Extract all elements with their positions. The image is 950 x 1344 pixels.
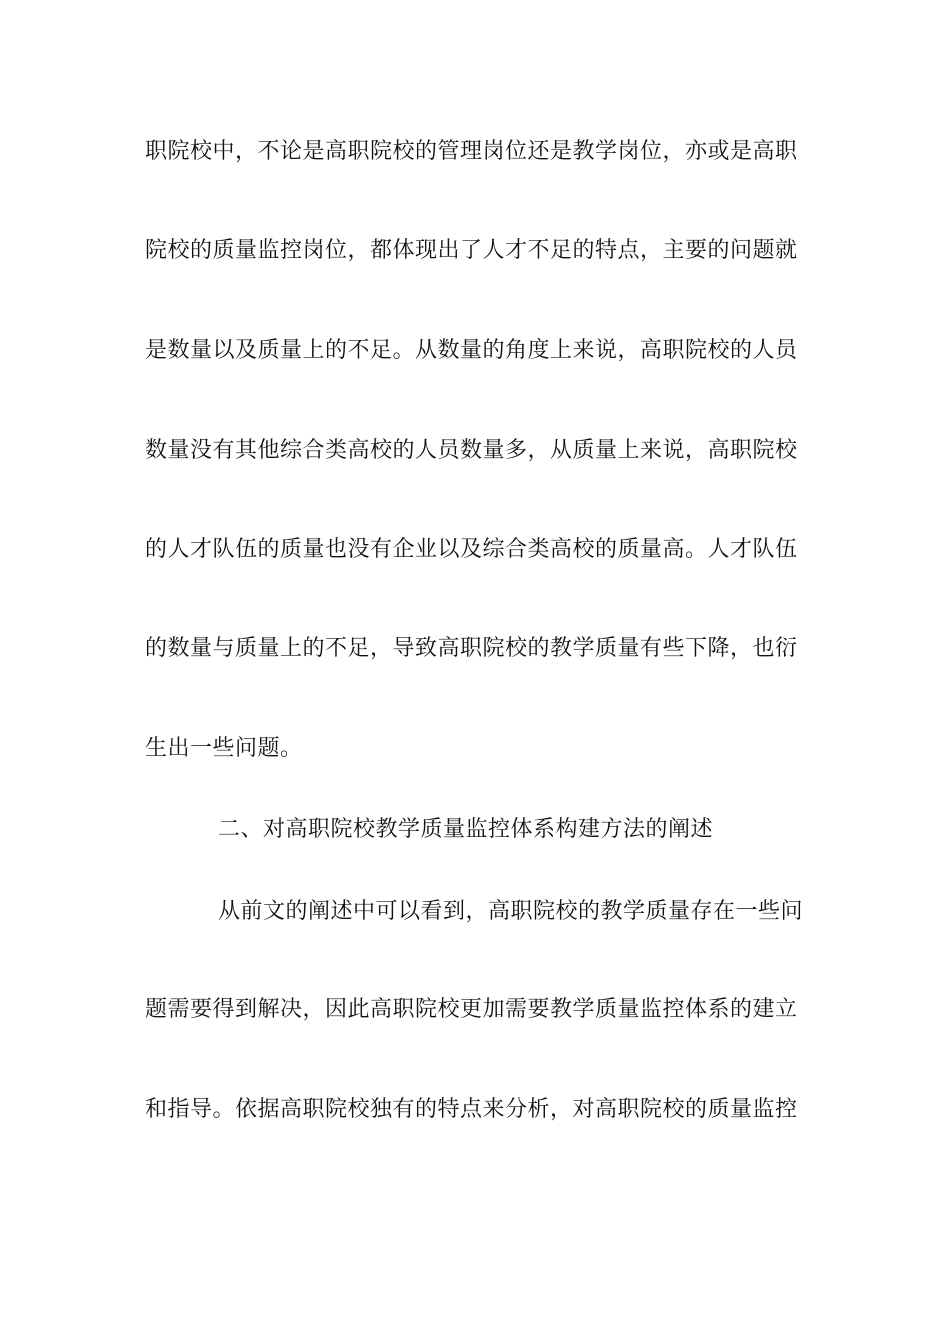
paragraph-line: 院校的质量监控岗位，都体现出了人才不足的特点，主要的问题就 [145, 238, 798, 263]
paragraph-line: 从前文的阐述中可以看到，高职院校的教学质量存在一些问 [218, 899, 804, 924]
section-heading: 二、对高职院校教学质量监控体系构建方法的阐述 [218, 817, 714, 842]
paragraph-line: 的数量与质量上的不足，导致高职院校的教学质量有些下降，也衍 [145, 636, 798, 661]
paragraph-line: 和指导。依据高职院校独有的特点来分析，对高职院校的质量监控 [145, 1097, 798, 1122]
paragraph-line: 数量没有其他综合类高校的人员数量多，从质量上来说，高职院校 [145, 438, 798, 463]
paragraph-line: 题需要得到解决，因此高职院校更加需要教学质量监控体系的建立 [145, 997, 798, 1022]
paragraph-line: 生出一些问题。 [145, 736, 303, 761]
paragraph-line: 职院校中，不论是高职院校的管理岗位还是教学岗位，亦或是高职 [145, 139, 798, 164]
paragraph-line: 是数量以及质量上的不足。从数量的角度上来说，高职院校的人员 [145, 338, 798, 363]
paragraph-line: 的人才队伍的质量也没有企业以及综合类高校的质量高。人才队伍 [145, 537, 798, 562]
